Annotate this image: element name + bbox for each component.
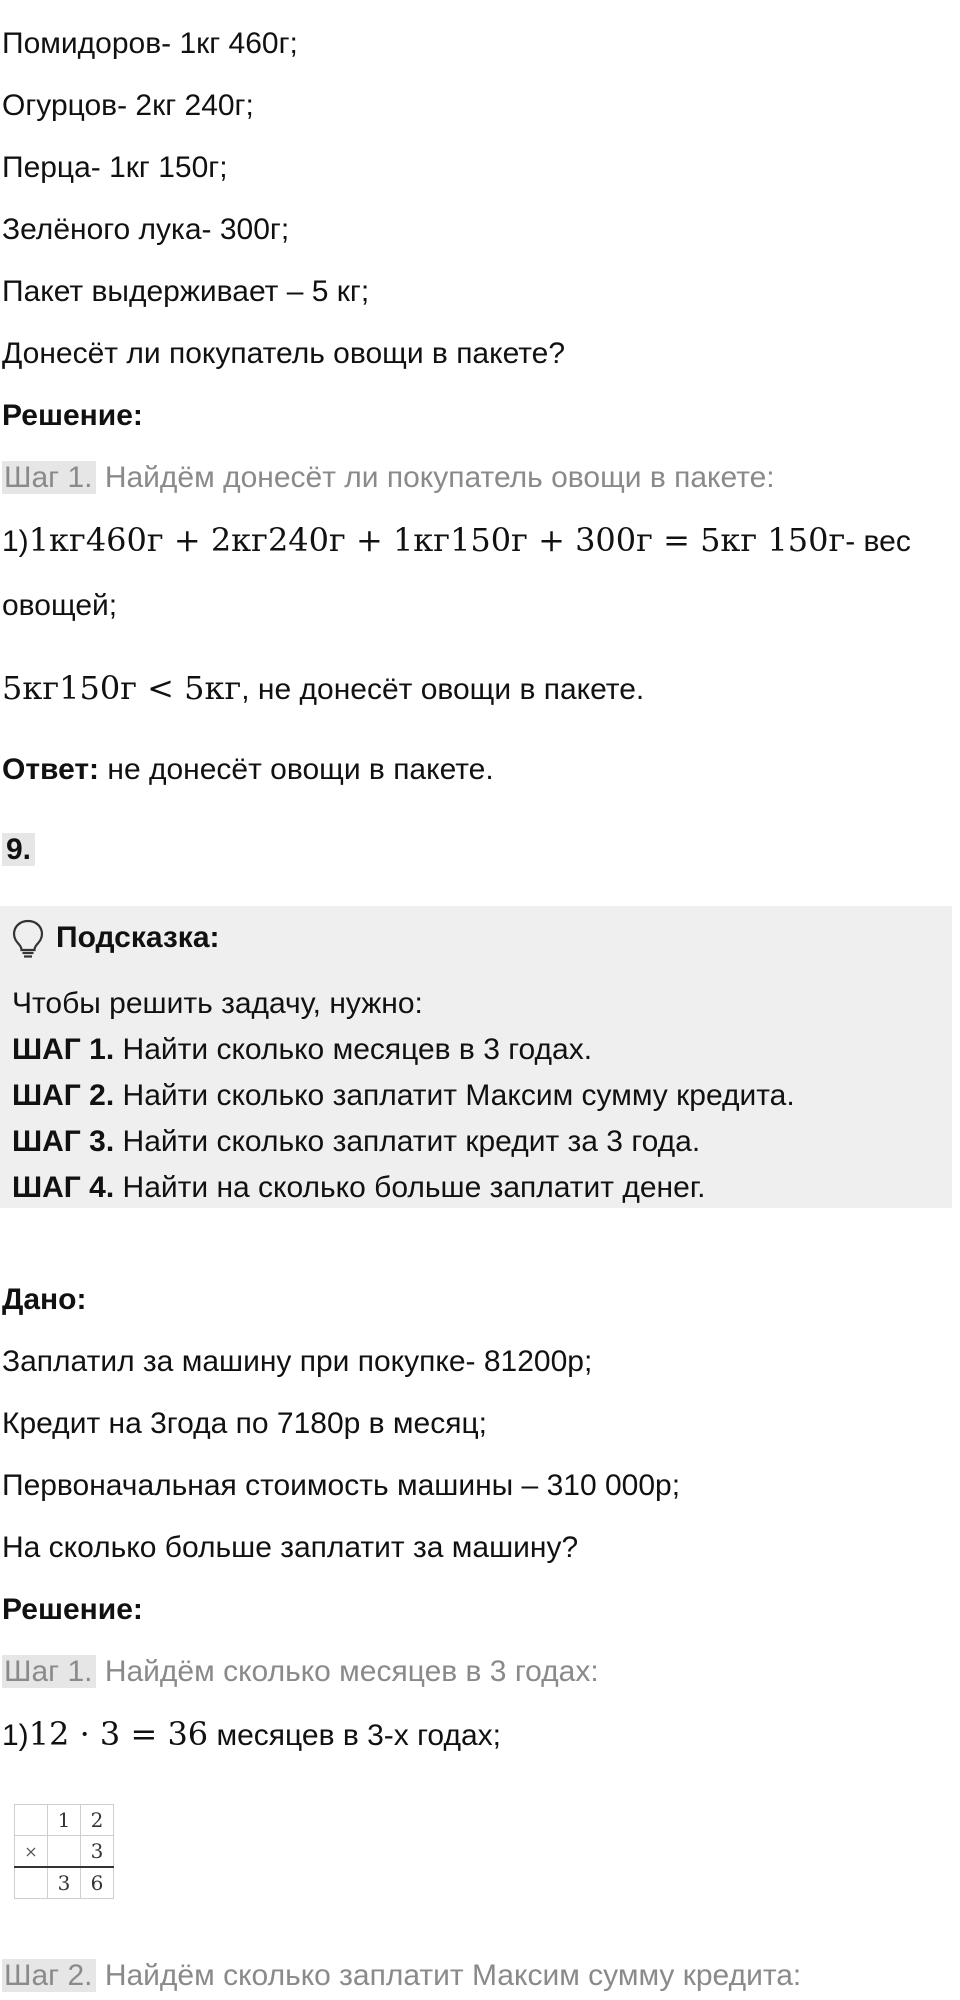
- step-label: Шаг 1.: [2, 461, 96, 494]
- given-line: Кредит на 3года по 7180р в месяц;: [2, 1407, 487, 1440]
- question-line: Донесёт ли покупатель овощи в пакете?: [2, 337, 566, 370]
- comparison-math: 5кг150г < 5кг: [2, 669, 242, 707]
- equation-continuation: овощей;: [2, 589, 118, 622]
- grid-cell: 1: [48, 1805, 81, 1836]
- grid-cell: [15, 1867, 48, 1899]
- lightbulb-icon: [10, 918, 46, 958]
- given-line: Пакет выдерживает – 5 кг;: [2, 275, 370, 308]
- grid-cell: [15, 1805, 48, 1836]
- problem-number: [2, 830, 35, 870]
- equation-suffix: месяцев в 3-х годах;: [208, 1719, 501, 1752]
- given-line: Огурцов- 2кг 240г;: [2, 89, 254, 122]
- grid-cell: 6: [81, 1867, 114, 1899]
- hint-step-label: ШАГ 2.: [12, 1079, 115, 1112]
- step-text: Найдём донесёт ли покупатель овощи в пакете:: [96, 461, 775, 494]
- multiply-sign: ×: [15, 1836, 48, 1868]
- given-line: Перца- 1кг 150г;: [2, 151, 228, 184]
- problem-number-badge: 9.: [2, 833, 35, 866]
- step-text: Найдём сколько месяцев в 3 годах:: [96, 1655, 599, 1688]
- equation-math: 12 · 3 = 36: [28, 1715, 209, 1753]
- hint-step-text: Найти на сколько больше заплатит денег.: [114, 1171, 706, 1204]
- answer-text: не донесёт овощи в пакете.: [99, 753, 494, 786]
- given-heading: Дано:: [2, 1283, 87, 1316]
- hint-step-text: Найти сколько заплатит кредит за 3 года.: [114, 1125, 701, 1158]
- hint-step-label: ШАГ 1.: [12, 1033, 115, 1066]
- given-line: Заплатил за машину при покупке- 81200р;: [2, 1345, 593, 1378]
- hint-intro: Чтобы решить задачу, нужно:: [12, 987, 423, 1020]
- equation-line: [2, 1714, 501, 1756]
- grid-cell: 2: [81, 1805, 114, 1836]
- given-line: Помидоров- 1кг 460г;: [2, 27, 298, 60]
- hint-step-text: Найти сколько месяцев в 3 годах.: [114, 1033, 593, 1066]
- answer-label: Ответ:: [2, 753, 100, 786]
- hint-box: [0, 906, 952, 1208]
- equation-line: [2, 520, 911, 562]
- equation-math: 1кг460г + 2кг240г + 1кг150г + 300г = 5кг 150г: [28, 521, 846, 559]
- given-line: Первоначальная стоимость машины – 310 000р;: [2, 1469, 681, 1502]
- solution-heading: Решение:: [2, 399, 143, 432]
- grid-cell: 3: [48, 1867, 81, 1899]
- grid-cell: [48, 1836, 81, 1868]
- step-text: Найдём сколько заплатит Максим сумму кредита:: [96, 1959, 802, 1992]
- grid-cell: 3: [81, 1836, 114, 1868]
- step-label: Шаг 2.: [2, 1959, 96, 1992]
- step-1-line: [2, 458, 775, 498]
- equation-suffix: - вес: [845, 525, 911, 558]
- hint-step: [12, 1030, 592, 1070]
- hint-step: [12, 1168, 705, 1208]
- hint-step: [12, 1122, 700, 1162]
- answer-line: [2, 750, 494, 790]
- step-label: Шаг 1.: [2, 1655, 96, 1688]
- equation-prefix: 1): [2, 525, 29, 558]
- hint-step-label: ШАГ 3.: [12, 1125, 115, 1158]
- step-1-line: [2, 1652, 599, 1692]
- comparison-text: , не донесёт овощи в пакете.: [241, 673, 645, 706]
- solution-heading: Решение:: [2, 1593, 143, 1626]
- equation-prefix: 1): [2, 1719, 29, 1752]
- hint-title: Подсказка:: [56, 921, 220, 954]
- question-line: На сколько больше заплатит за машину?: [2, 1531, 579, 1564]
- given-line: Зелёного лука- 300г;: [2, 213, 290, 246]
- hint-step: [12, 1076, 795, 1116]
- step-2-line: [2, 1956, 801, 1996]
- comparison-line: [2, 668, 644, 710]
- hint-step-label: ШАГ 4.: [12, 1171, 115, 1204]
- hint-step-text: Найти сколько заплатит Максим сумму кредита.: [114, 1079, 795, 1112]
- column-multiplication: [14, 1804, 114, 1899]
